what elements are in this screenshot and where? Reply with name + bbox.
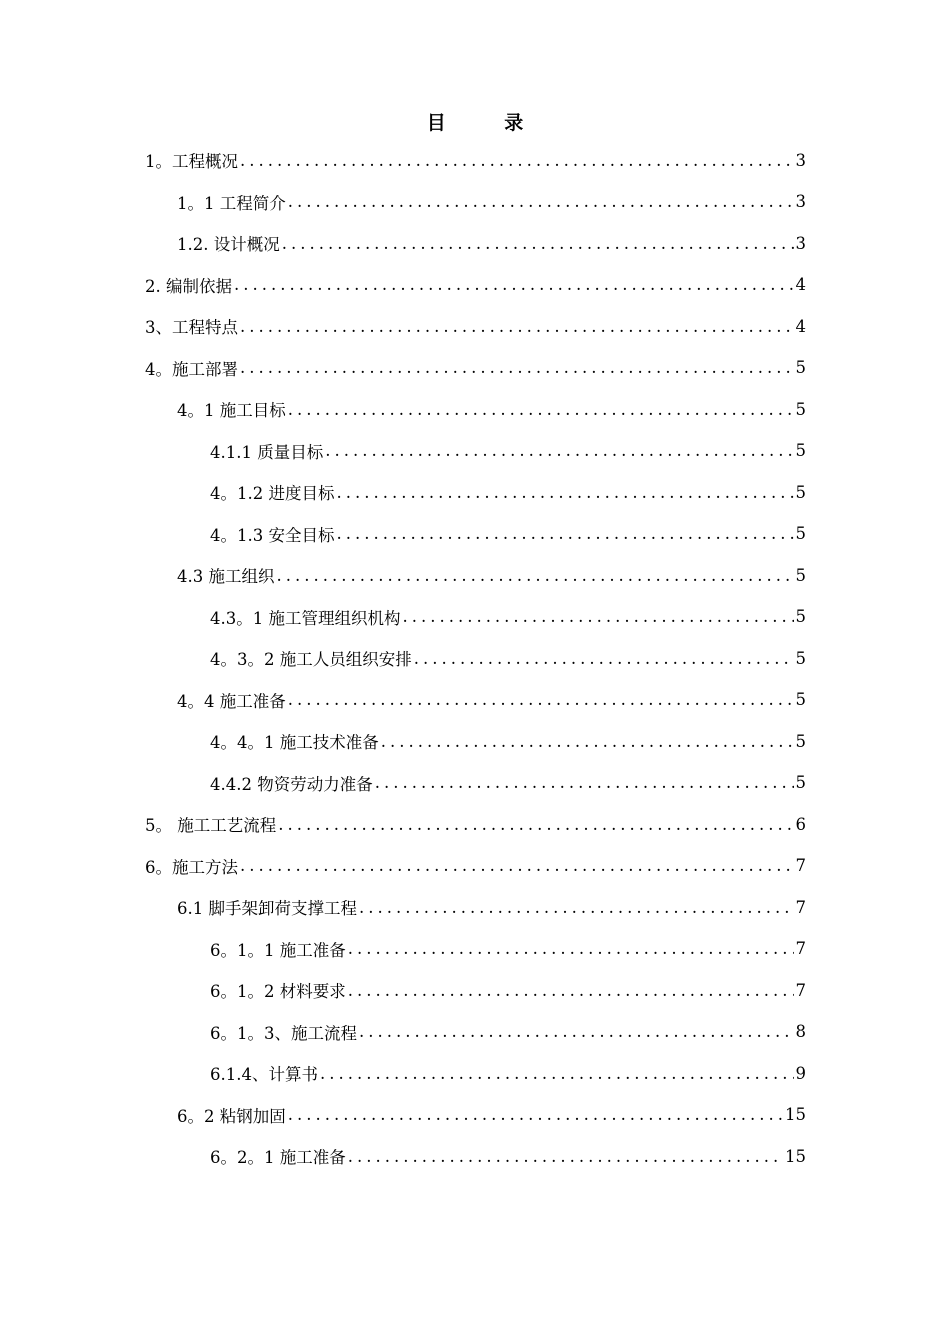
toc-dot-leader xyxy=(320,1064,794,1083)
toc-entry[interactable] xyxy=(210,643,806,673)
toc-entry-page-number: 5 xyxy=(795,690,806,709)
toc-entry-page-number: 7 xyxy=(795,897,806,917)
toc-entry-page-number: 7 xyxy=(795,980,806,1000)
toc-dot-leader xyxy=(234,275,794,294)
toc-entry[interactable] xyxy=(177,892,806,922)
toc-dot-leader xyxy=(325,441,793,460)
toc-entry-label: 6。施工方法 xyxy=(145,857,238,877)
toc-entry-page-number: 9 xyxy=(795,1063,806,1083)
toc-entry-page-number: 5 xyxy=(795,358,806,377)
toc-dot-leader xyxy=(240,856,794,875)
toc-entry[interactable] xyxy=(210,975,806,1005)
toc-dot-leader xyxy=(348,1147,783,1166)
toc-entry-label: 1。工程概况 xyxy=(145,152,238,171)
toc-entry-label: 4.3。1 施工管理组织机构 xyxy=(210,608,401,628)
toc-entry[interactable] xyxy=(210,726,806,756)
toc-entry-page-number: 3 xyxy=(795,192,806,211)
toc-entry[interactable] xyxy=(177,685,806,715)
toc-dot-leader xyxy=(348,981,794,1000)
toc-entry-label: 6.1.4、计算书 xyxy=(210,1065,318,1084)
toc-entry-page-number: 5 xyxy=(795,441,806,460)
toc-entry-label: 6。2。1 施工准备 xyxy=(210,1148,346,1167)
toc-entry-page-number: 5 xyxy=(795,399,806,419)
toc-entry[interactable] xyxy=(145,311,806,341)
toc-entry[interactable] xyxy=(145,270,806,300)
toc-entry[interactable] xyxy=(177,394,806,424)
toc-entry[interactable] xyxy=(177,560,806,590)
toc-entry-label: 4。3。2 施工人员组织安排 xyxy=(210,650,412,669)
toc-entry-page-number: 15 xyxy=(785,1105,806,1124)
toc-entry-label: 4.4.2 物资劳动力准备 xyxy=(210,774,373,794)
toc-entry-page-number: 4 xyxy=(795,275,806,294)
toc-entry-page-number: 5 xyxy=(795,648,806,668)
toc-entry-page-number: 7 xyxy=(795,856,806,875)
toc-entry-label: 6。2 粘钢加固 xyxy=(177,1106,286,1126)
toc-dot-leader xyxy=(288,690,794,709)
toc-entry-label: 6.1 脚手架卸荷支撑工程 xyxy=(177,899,357,918)
toc-entry-label: 2. 编制依据 xyxy=(145,276,232,296)
toc-entry-label: 4。1.3 安全目标 xyxy=(210,525,335,545)
toc-entry[interactable] xyxy=(177,1100,806,1130)
toc-entry[interactable] xyxy=(210,602,806,632)
toc-dot-leader xyxy=(402,607,793,626)
toc-dot-leader xyxy=(336,524,793,543)
toc-entry[interactable] xyxy=(145,809,806,839)
toc-entry-page-number: 15 xyxy=(785,1146,806,1166)
toc-entry-page-number: 5 xyxy=(795,524,806,543)
toc-entry[interactable] xyxy=(177,187,806,217)
toc-entry-label: 4。1 施工目标 xyxy=(177,401,286,420)
toc-dot-leader xyxy=(288,1105,783,1124)
toc-dot-leader xyxy=(288,400,794,419)
toc-entry[interactable] xyxy=(210,1141,806,1171)
toc-entry[interactable] xyxy=(177,228,806,258)
toc-entry[interactable] xyxy=(210,477,806,507)
toc-entry-page-number: 8 xyxy=(795,1022,806,1041)
toc-entry-label: 4。4 施工准备 xyxy=(177,691,286,711)
toc-entry-label: 4。4。1 施工技术准备 xyxy=(210,733,379,752)
page-title: 目 录 xyxy=(426,112,550,134)
toc-entry-label: 1.2. 设计概况 xyxy=(177,235,280,254)
toc-entry[interactable] xyxy=(210,768,806,798)
toc-entry-page-number: 5 xyxy=(795,565,806,585)
toc-entry-page-number: 5 xyxy=(795,773,806,792)
toc-entry[interactable] xyxy=(145,353,806,383)
toc-dot-leader xyxy=(348,939,794,958)
toc-entry-label: 6。1。3、施工流程 xyxy=(210,1023,357,1043)
toc-entry-label: 4。施工部署 xyxy=(145,359,238,379)
toc-entry-page-number: 5 xyxy=(795,731,806,751)
toc-entry-label: 6。1。2 材料要求 xyxy=(210,982,346,1001)
toc-entry[interactable] xyxy=(210,934,806,964)
toc-entry-label: 4.3 施工组织 xyxy=(177,567,275,586)
toc-dot-leader xyxy=(414,649,794,668)
toc-dot-leader xyxy=(240,358,794,377)
toc-entry-label: 4。1.2 进度目标 xyxy=(210,484,335,503)
toc-entry-page-number: 7 xyxy=(795,939,806,958)
toc-dot-leader xyxy=(278,815,793,834)
toc-entry[interactable] xyxy=(210,436,806,466)
toc-entry-page-number: 3 xyxy=(795,233,806,253)
toc-entry-page-number: 3 xyxy=(795,150,806,170)
toc-entry-label: 4.1.1 质量目标 xyxy=(210,442,324,462)
toc-dot-leader xyxy=(240,317,794,336)
toc-entry-label: 1。1 工程简介 xyxy=(177,193,286,213)
toc-entry-label: 3、工程特点 xyxy=(145,318,238,337)
toc-entry-label: 6。1。1 施工准备 xyxy=(210,940,346,960)
toc-dot-leader xyxy=(240,151,794,170)
toc-dot-leader xyxy=(282,234,794,253)
toc-dot-leader xyxy=(375,773,794,792)
toc-entry[interactable] xyxy=(210,1017,806,1047)
toc-entry[interactable] xyxy=(210,1058,806,1088)
toc-entry[interactable] xyxy=(145,145,806,175)
toc-dot-leader xyxy=(277,566,794,585)
toc-entry-label: 5。 施工工艺流程 xyxy=(145,816,277,835)
toc-entry-page-number: 5 xyxy=(795,482,806,502)
toc-entry[interactable] xyxy=(145,851,806,881)
toc-entry[interactable] xyxy=(210,519,806,549)
toc-dot-leader xyxy=(359,1022,794,1041)
toc-dot-leader xyxy=(359,898,794,917)
toc-entry-page-number: 6 xyxy=(795,814,806,834)
toc-dot-leader xyxy=(381,732,794,751)
toc-entry-page-number: 4 xyxy=(795,316,806,336)
toc-dot-leader xyxy=(336,483,793,502)
toc-entry-page-number: 5 xyxy=(795,607,806,626)
toc-dot-leader xyxy=(288,192,794,211)
